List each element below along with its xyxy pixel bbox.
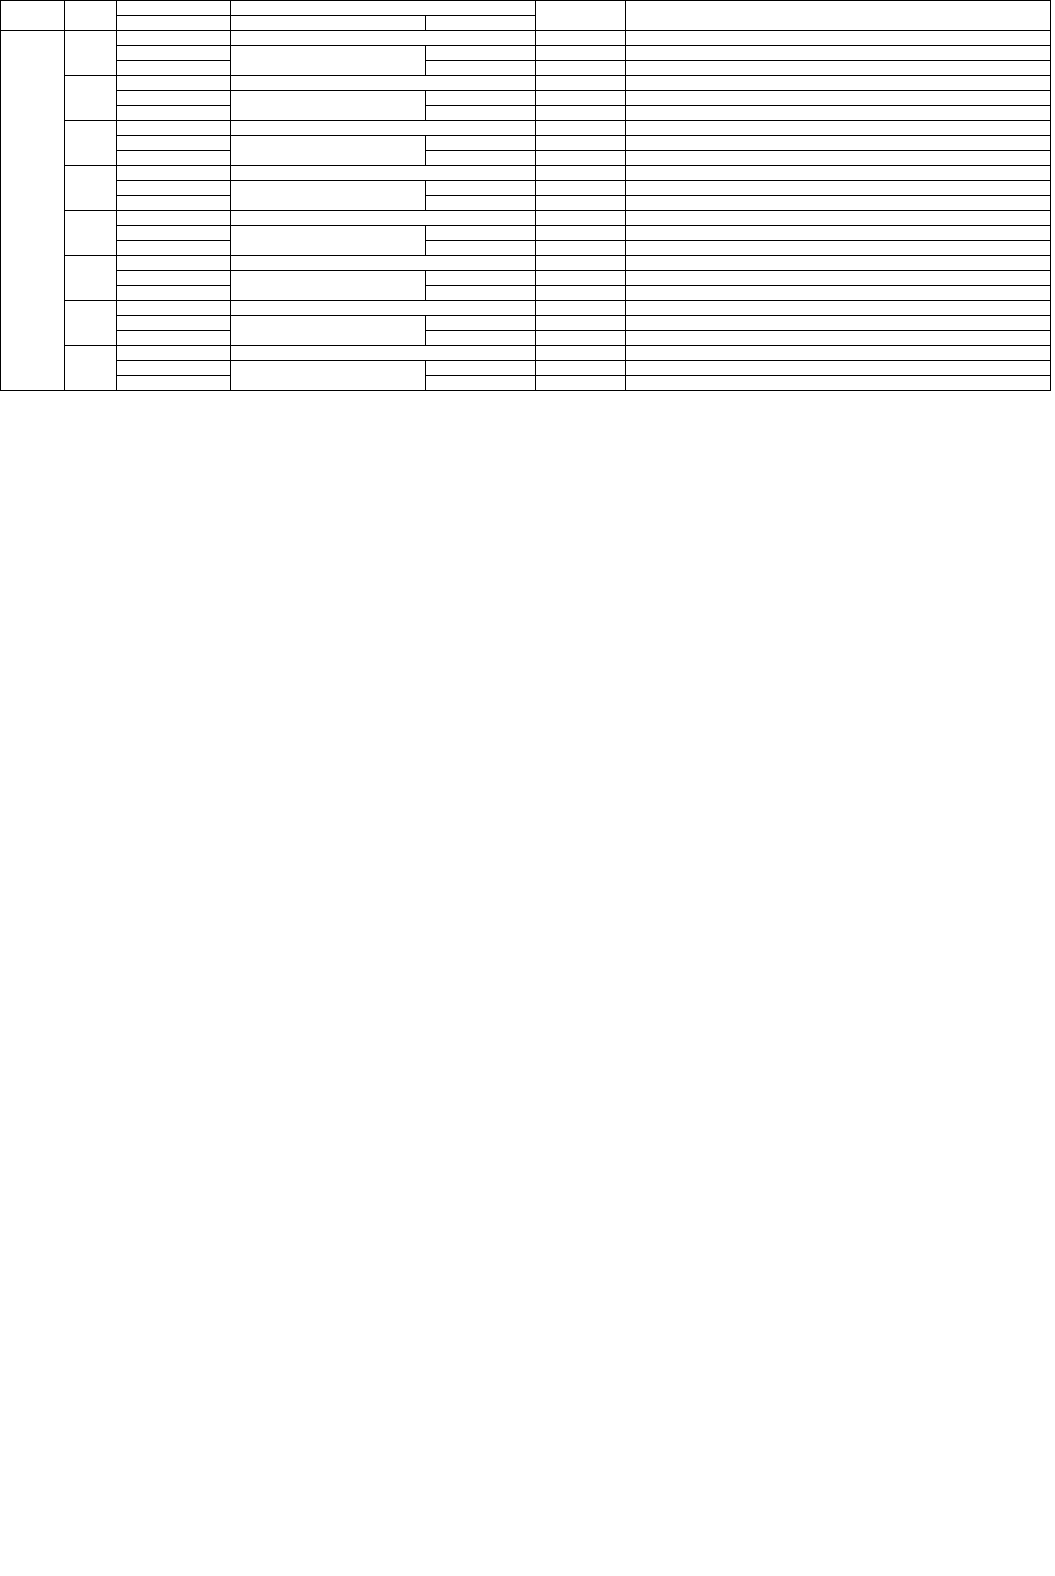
check-note [626,301,1051,316]
cr-command [231,346,536,361]
cf-command [231,271,426,301]
cf-command [231,136,426,166]
header-item [65,1,117,31]
reply-cell [536,376,626,391]
standard-command-cell [117,286,231,301]
cr-command [231,256,536,271]
table-row [1,346,1051,361]
header-expand-commands [231,16,426,31]
standard-command-cell [117,256,231,271]
table-row [1,31,1051,46]
table-header [1,1,1051,31]
item-id [65,346,117,391]
table-row [1,76,1051,91]
table-row [1,211,1051,226]
table-row [1,376,1051,391]
reply-cell [536,136,626,151]
cf-command [231,226,426,256]
option-note [626,316,1051,331]
reply-cell [536,286,626,301]
table-row [1,256,1051,271]
table-row [1,301,1051,316]
parameter-value [426,106,536,121]
standard-command-cell [117,196,231,211]
table-row [1,136,1051,151]
header-standard-commands [117,16,231,31]
parameter-value [426,286,536,301]
reply-range [536,76,626,91]
reply-cell [536,151,626,166]
table-row [1,166,1051,181]
parameter-value [426,316,536,331]
option-note [626,361,1051,376]
item-id [65,256,117,301]
reply-cell [536,331,626,346]
reply-cell [536,91,626,106]
header-standard-format [117,1,231,16]
item-id [65,31,117,76]
standard-command-cell [117,361,231,376]
cf-command [231,46,426,76]
parameter-value [426,271,536,286]
reply-cell [536,271,626,286]
cf-command [231,181,426,211]
reply-range [536,121,626,136]
option-note [626,151,1051,166]
check-note [626,256,1051,271]
cf-command [231,316,426,346]
standard-command-cell [117,166,231,181]
table-row [1,151,1051,166]
reply-cell [536,226,626,241]
reply-cell [536,361,626,376]
reply-range [536,211,626,226]
reply-cell [536,181,626,196]
option-note [626,286,1051,301]
standard-command-cell [117,31,231,46]
cf-command [231,91,426,121]
parameter-value [426,61,536,76]
parameter-value [426,376,536,391]
standard-command-cell [117,271,231,286]
standard-command-cell [117,136,231,151]
standard-command-cell [117,181,231,196]
standard-command-cell [117,106,231,121]
table-row [1,361,1051,376]
table-row [1,106,1051,121]
item-id [65,211,117,256]
standard-command-cell [117,46,231,61]
option-note [626,91,1051,106]
reply-cell [536,61,626,76]
item-id [65,121,117,166]
table-row [1,46,1051,61]
check-note [626,211,1051,226]
check-note [626,76,1051,91]
standard-command-cell [117,331,231,346]
option-note [626,181,1051,196]
item-id [65,76,117,121]
standard-command-cell [117,316,231,331]
reply-cell [536,46,626,61]
option-note [626,271,1051,286]
option-note [626,136,1051,151]
parameter-value [426,361,536,376]
table-row [1,271,1051,286]
reply-cell [536,106,626,121]
check-note [626,166,1051,181]
parameter-value [426,226,536,241]
table-row [1,121,1051,136]
table-body [1,31,1051,391]
standard-command-cell [117,301,231,316]
reply-cell [536,196,626,211]
standard-command-cell [117,226,231,241]
reply-range [536,256,626,271]
table-row [1,181,1051,196]
table-row [1,196,1051,211]
parameter-value [426,196,536,211]
parameter-value [426,151,536,166]
check-note [626,346,1051,361]
table-row [1,331,1051,346]
check-note [626,31,1051,46]
reply-cell [536,241,626,256]
standard-command-cell [117,76,231,91]
cr-command [231,211,536,226]
header-reply [536,1,626,31]
cr-command [231,166,536,181]
reply-range [536,31,626,46]
standard-command-cell [117,61,231,76]
parameter-value [426,181,536,196]
standard-command-cell [117,346,231,361]
option-note [626,226,1051,241]
option-note [626,196,1051,211]
standard-command-cell [117,376,231,391]
standard-command-cell [117,241,231,256]
header-category [1,1,65,31]
reply-cell [536,316,626,331]
reply-range [536,346,626,361]
table-row [1,286,1051,301]
item-id [65,301,117,346]
option-note [626,61,1051,76]
option-note [626,376,1051,391]
check-note [626,121,1051,136]
option-note [626,331,1051,346]
standard-command-cell [117,211,231,226]
reply-range [536,166,626,181]
cr-command [231,31,536,46]
table-row [1,91,1051,106]
cf-command [231,361,426,391]
header-note [626,1,1051,31]
parameter-value [426,91,536,106]
standard-command-cell [117,121,231,136]
standard-command-cell [117,151,231,166]
option-note [626,241,1051,256]
option-note [626,46,1051,61]
option-note [626,106,1051,121]
parameter-value [426,241,536,256]
cr-command [231,76,536,91]
command-table [0,0,1051,391]
table-row [1,316,1051,331]
cr-command [231,301,536,316]
reply-range [536,301,626,316]
parameter-value [426,331,536,346]
table-row [1,226,1051,241]
parameter-value [426,46,536,61]
header-parameter [426,16,536,31]
category-cell [1,31,65,391]
item-id [65,166,117,211]
standard-command-cell [117,91,231,106]
header-expand-format [231,1,536,16]
table-row [1,61,1051,76]
cr-command [231,121,536,136]
parameter-value [426,136,536,151]
table-row [1,241,1051,256]
